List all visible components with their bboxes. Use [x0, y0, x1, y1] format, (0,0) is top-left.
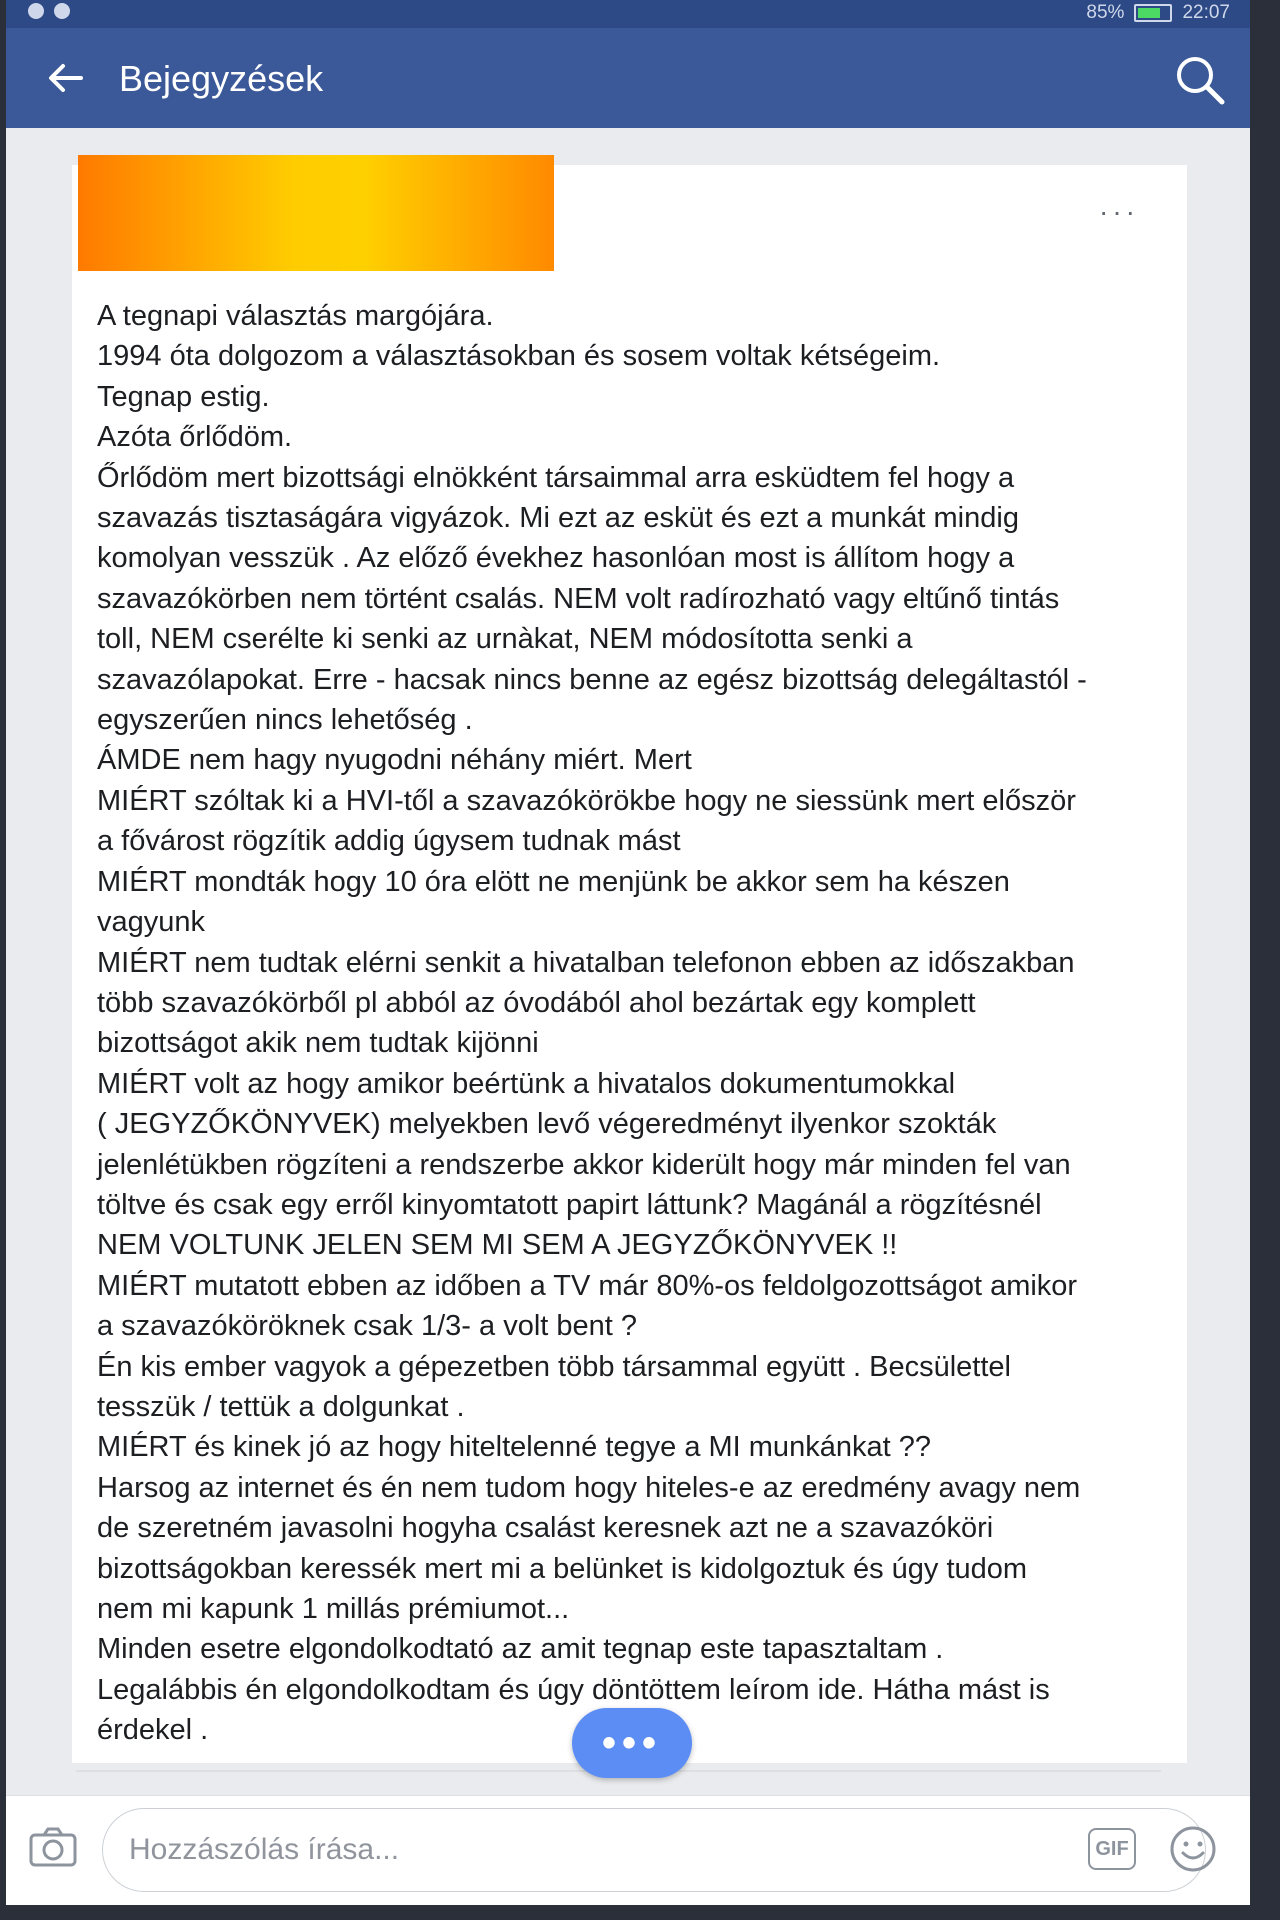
post-text-line: toll, NEM cserélte ki senki az urnàkat, NEM módosította senki a [97, 623, 913, 656]
comment-composer [6, 1795, 1250, 1905]
app-header [6, 28, 1250, 128]
battery-percent: 85% [1086, 2, 1125, 23]
back-button[interactable] [40, 56, 90, 100]
notification-icon [28, 3, 44, 19]
post-text-line: Azóta őrlődöm. [97, 421, 293, 454]
post-text-line: bizottságokban keressék mert mi a belünket is kidolgoztuk és úgy tudom [97, 1552, 1028, 1585]
camera-button[interactable] [28, 1826, 78, 1868]
app-screen [6, 0, 1250, 1905]
author-redaction [78, 155, 554, 271]
arrow-left-icon [47, 63, 83, 93]
post-text-line: töltve és csak egy erről kinyomtatott papirt láttunk? Magánál a rögzítésnél [97, 1188, 1042, 1221]
post-text-line: tesszük / tettük a dolgunkat . [97, 1390, 465, 1423]
clock: 22:07 [1182, 2, 1230, 23]
post-text-line: MIÉRT nem tudtak elérni senkit a hivatalban telefonon ebben az időszakban [97, 946, 1075, 979]
post-text-line: bizottságot akik nem tudtak kijönni [97, 1027, 539, 1060]
post-text-line: a szavazóköröknek csak 1/3- a volt bent ? [97, 1310, 638, 1343]
status-right [1086, 2, 1230, 24]
post-text-line: több szavazókörből pl abból az óvodából ahol bezártak egy komplett [97, 986, 976, 1019]
status-bar [6, 0, 1250, 28]
post-text-line: Harsog az internet és én nem tudom hogy hiteles-e az eredmény avagy nem [97, 1471, 1081, 1504]
search-icon [1172, 52, 1228, 108]
post-text-line: ( JEGYZŐKÖNYVEK) melyekben levő végeredményt ilyenkor szokták [97, 1108, 997, 1141]
post-text-line: szavazókörben nem történt csalás. NEM volt radírozható vagy eltűnő tintás [97, 582, 1060, 615]
post-text-line: Én kis ember vagyok a gépezetben több társammal együtt . Becsülettel [97, 1350, 1011, 1383]
post-text-line: Minden esetre elgondolkodtató az amit tegnap este tapasztaltam . [97, 1633, 944, 1666]
post-text-line: 1994 óta dolgozom a választásokban és sosem voltak kétségeim. [97, 340, 941, 373]
post-text-line: Legalábbis én elgondolkodtam és úgy döntöttem leírom ide. Hátha mást is [97, 1673, 1050, 1706]
post-text-line: szavazás tisztaságára vigyázok. Mi ezt az esküt és ezt a munkát mindig [97, 502, 1019, 535]
post-text-line: MIÉRT mutatott ebben az időben a TV már 80%-os feldolgozottságot amikor [97, 1269, 1078, 1302]
gif-button[interactable]: GIF [1088, 1828, 1136, 1870]
post-text-line: Őrlődöm mert bizottsági elnökként társaimmal arra esküdtem fel hogy a [97, 461, 1015, 494]
post-text-line: MIÉRT mondták hogy 10 óra elött ne menjünk be akkor sem ha készen [97, 865, 1010, 898]
search-button[interactable] [1172, 52, 1228, 108]
floating-more-button[interactable]: ••• [572, 1708, 692, 1778]
post-text-line: egyszerűen nincs lehetőség . [97, 704, 473, 737]
post-text-line: A tegnapi választás margójára. [97, 300, 494, 332]
post-text-line: nem mi kapunk 1 millás prémiumot... [97, 1593, 570, 1625]
post-text-line: komolyan vesszük . Az előző évekhez hasonlóan most is állítom hogy a [97, 542, 1015, 575]
post-text-line: vagyunk [97, 906, 206, 939]
emoji-button[interactable] [1168, 1824, 1218, 1874]
post-text-line: ÁMDE nem hagy nyugodni néhány miért. Mert [97, 744, 692, 777]
post-text-line: MIÉRT volt az hogy amikor beértünk a hivatalos dokumentumokkal [97, 1067, 956, 1100]
post-text-line: Tegnap estig. [97, 380, 270, 413]
post-text-line: érdekel . [97, 1714, 209, 1747]
notification-icon [54, 3, 70, 19]
notification-icons [28, 3, 70, 19]
camera-icon [28, 1826, 78, 1868]
post-text-line: szavazólapokat. Erre - hacsak nincs benne az egész bizottság delegáltastól - [97, 663, 1087, 696]
comment-input[interactable] [102, 1808, 1206, 1892]
post-text-line: MIÉRT és kinek jó az hogy hiteltelenné tegye a MI munkánkat ?? [97, 1431, 931, 1464]
battery-icon [1134, 4, 1172, 22]
post-text [97, 296, 1167, 1751]
page-title: Bejegyzések [119, 58, 324, 99]
post-text-line: MIÉRT szóltak ki a HVI-től a szavazókörökbe hogy ne siessünk mert először [97, 784, 1076, 817]
post-text-line: NEM VOLTUNK JELEN SEM MI SEM A JEGYZŐKÖNYVEK !! [97, 1229, 898, 1262]
post-text-line: de szeretném javasolni hogyha csalást keresnek azt ne a szavazóköri [97, 1512, 994, 1545]
post-text-line: a fővárost rögzítik addig úgysem tudnak mást [97, 825, 681, 858]
emoji-icon [1168, 1824, 1218, 1874]
post-text-line: jelenlétükben rögzíteni a rendszerbe akkor kiderült hogy már minden fel van [97, 1148, 1071, 1181]
post-options-button[interactable]: ··· [1099, 196, 1139, 227]
